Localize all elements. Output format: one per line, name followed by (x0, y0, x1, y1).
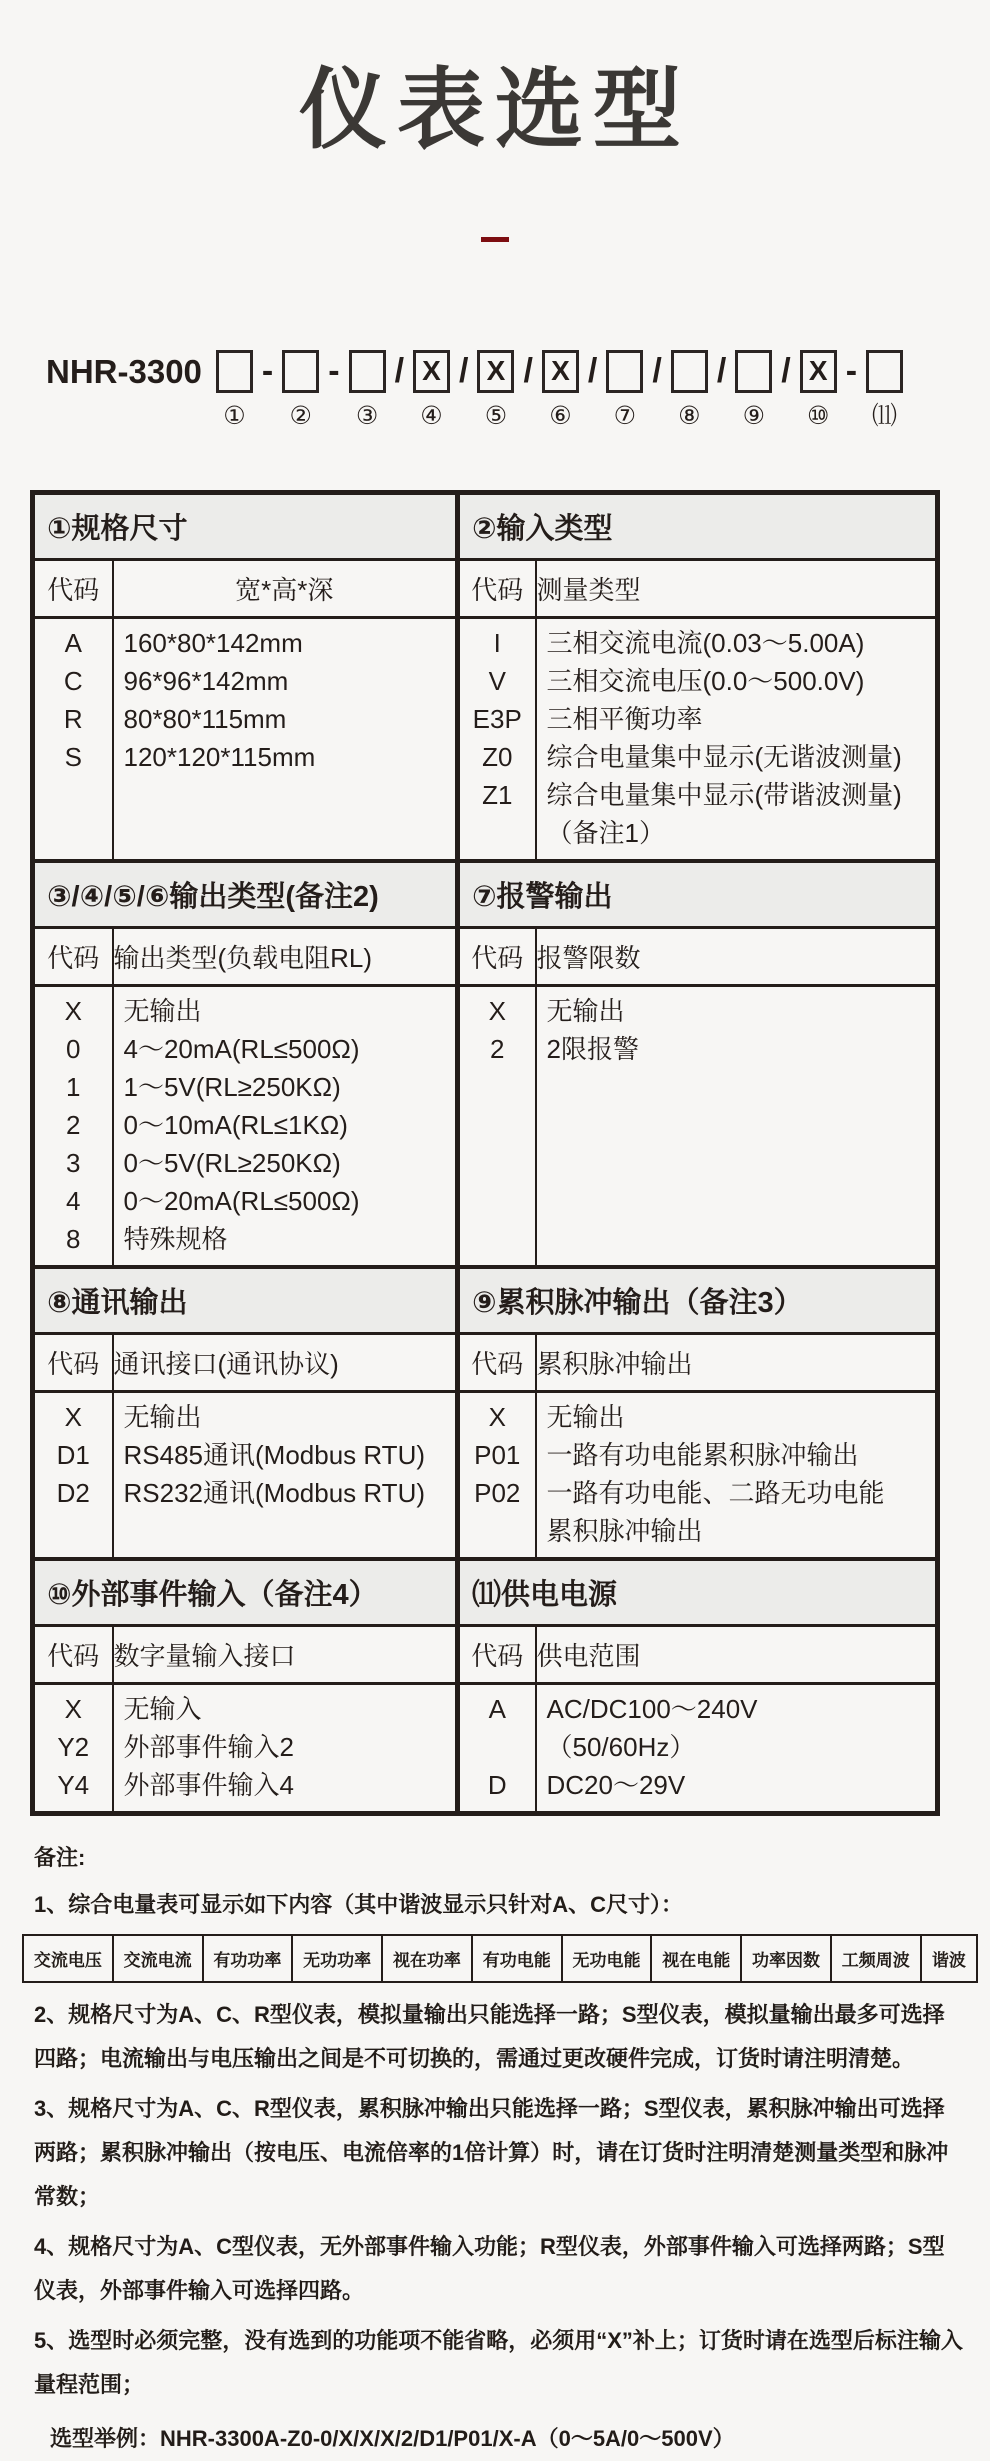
section2-header-row (33, 861, 938, 928)
spec-size-codes (33, 617, 113, 861)
alarm-output-values (536, 985, 938, 1267)
power-supply-values (536, 1683, 938, 1813)
pulse-output-values (536, 1391, 938, 1559)
desc-cell: RS485通讯(Modbus RTU) (123, 1439, 426, 1470)
model-box-4: X (413, 350, 450, 393)
desc-cell: 4～20mA(RL≤500Ω) (123, 1033, 360, 1064)
model-box-11 (866, 350, 903, 393)
display-item-cell: 功率因数 (740, 1936, 830, 1981)
comm-output-codes (33, 1391, 113, 1559)
desc-cell: 2限报警 (546, 1033, 639, 1064)
code-cell: X (64, 995, 82, 1026)
section3-header-row (33, 1267, 938, 1334)
desc-cell: 160*80*142mm (123, 627, 303, 658)
model-slot-11 (866, 350, 903, 429)
model-slot-9 (735, 350, 772, 429)
display-item-cell: 交流电压 (33, 1950, 102, 1970)
desc-cell: 120*120*115mm (123, 741, 316, 772)
note-paragraph: 2、规格尺寸为A、C、R型仪表，模拟量输出只能选择一路；S型仪表，模拟量输出最多可选择四路；电流输出与电压输出之间是不可切换的，需通过更改硬件完成，订货时请注明清楚。 (34, 2001, 945, 2071)
model-separator-4: / (459, 351, 469, 390)
code-col-header: 代码 (33, 559, 113, 617)
model-separator-5: / (523, 351, 533, 390)
display-item-cell: 视在电能 (650, 1936, 740, 1981)
model-separator-8: / (716, 351, 727, 390)
note-paragraph: 3、规格尺寸为A、C、R型仪表，累积脉冲输出只能选择一路；S型仪表，累积脉冲输出可选择两路；累积脉冲输出（按电压、电流倍率的1倍计算）时，请在订货时注明清楚测量类型和脉冲常数； (34, 2095, 949, 2209)
section1-body-row (33, 617, 938, 861)
model-separator-10: - (845, 351, 858, 390)
desc-cell: 0～20mA(RL≤500Ω) (123, 1185, 360, 1216)
model-box-2 (282, 350, 319, 393)
title-divider-dash (481, 237, 509, 242)
code-cell: Z1 (482, 779, 513, 810)
external-event-values (113, 1683, 458, 1813)
code-cell: X (488, 1401, 506, 1432)
section-header-output-type: ③/④/⑤/⑥输出类型(备注2) (33, 861, 458, 928)
model-box-8 (671, 350, 708, 393)
desc-cell: AC/DC100～240V (546, 1693, 758, 1724)
desc-cell: 综合电量集中显示(无谐波测量) (546, 741, 902, 772)
digital-input-col-header: 数字量输入接口 (113, 1625, 458, 1683)
desc-cell: 一路有功电能、二路无功电能 (546, 1477, 885, 1508)
section4-header-row (33, 1559, 938, 1626)
circled-number-3: ③ (355, 401, 379, 430)
circled-number-2: ② (289, 401, 312, 430)
notes-label: 备注: (34, 1844, 86, 1870)
circled-number-7: ⑦ (613, 401, 637, 430)
section-header-power-supply: ⑾供电电源 (458, 1559, 938, 1626)
circled-number-11: ⑾ (872, 401, 898, 430)
code-cell (461, 1728, 534, 1766)
code-col-header: 代码 (33, 1333, 113, 1391)
code-cell: Z0 (482, 741, 513, 772)
model-box-3 (349, 350, 386, 393)
code-cell: A (488, 1693, 506, 1724)
comm-output-values (113, 1391, 458, 1559)
model-box-9 (735, 350, 772, 393)
dimension-col-header: 宽*高*深 (113, 559, 458, 617)
code-cell: D1 (56, 1439, 90, 1470)
code-col-header: 代码 (458, 559, 536, 617)
circled-number-9: ⑨ (742, 401, 765, 430)
section-header-alarm-output: ⑦报警输出 (458, 861, 938, 928)
display-item-cell: 交流电流 (112, 1936, 202, 1981)
section-header-input-type: ②输入类型 (458, 492, 938, 559)
code-cell: X (64, 1693, 82, 1724)
desc-cell: 三相交流电流(0.03～5.00A) (546, 627, 865, 658)
external-event-codes (33, 1683, 113, 1813)
section2-subheader-row (33, 927, 938, 985)
model-prefix-slot (46, 350, 216, 430)
display-item-cell: 无功功率 (291, 1936, 381, 1981)
circled-number-10: ⑩ (807, 401, 830, 430)
desc-cell: 一路有功电能累积脉冲输出 (546, 1439, 859, 1470)
comm-interface-col-header: 通讯接口(通讯协议) (113, 1333, 458, 1391)
model-box-7 (606, 350, 643, 393)
section1-header-row (33, 492, 938, 559)
note-paragraph: 5、选型时必须完整，没有选到的功能项不能省略，必须用“X”补上；订货时请在选型后标注输入量程范围； (34, 2327, 963, 2397)
desc-cell: （50/60Hz） (546, 1731, 696, 1762)
desc-cell: （备注1） (546, 817, 665, 848)
code-cell: 2 (490, 1033, 505, 1064)
display-item-cell: 有功电能 (471, 1936, 561, 1981)
power-supply-codes (458, 1683, 536, 1813)
model-prefix: NHR-3300 (46, 352, 202, 390)
code-cell: D2 (56, 1477, 90, 1508)
code-col-header: 代码 (458, 1625, 536, 1683)
alarm-limit-col-header: 报警限数 (536, 927, 938, 985)
display-item-cell: 有功功率 (202, 1936, 292, 1981)
selection-table (30, 490, 940, 1816)
code-col-header: 代码 (458, 927, 536, 985)
desc-cell: 无输出 (546, 995, 625, 1026)
notes-paragraphs (34, 1993, 966, 2407)
desc-cell: 综合电量集中显示(带谐波测量) (546, 779, 902, 810)
model-separator-1: - (261, 351, 274, 390)
output-type-values (113, 985, 458, 1267)
output-type-codes (33, 985, 113, 1267)
desc-cell: 无输出 (123, 1401, 202, 1432)
desc-cell: 累积脉冲输出 (546, 1515, 703, 1546)
display-item-cell: 工频周波 (830, 1936, 920, 1981)
display-item-cell: 无功电能 (561, 1936, 651, 1981)
note-paragraph: 4、规格尺寸为A、C型仪表，无外部事件输入功能；R型仪表，外部事件输入可选择两路；S型仪表，外部事件输入可选择四路。 (34, 2233, 945, 2303)
desc-cell: 外部事件输入4 (123, 1769, 294, 1800)
notes-section (34, 1842, 966, 2461)
spec-size-values (113, 617, 458, 861)
model-box-5: X (477, 350, 514, 393)
circled-number-5: ⑤ (484, 401, 508, 430)
code-col-header: 代码 (33, 1625, 113, 1683)
code-cell: R (63, 703, 83, 734)
code-cell: X (64, 1401, 82, 1432)
model-slot-7 (606, 350, 643, 429)
desc-cell: 三相交流电压(0.0～500.0V) (546, 665, 865, 696)
section4-body-row (33, 1683, 938, 1813)
desc-cell: 0～5V(RL≥250KΩ) (123, 1147, 341, 1178)
output-type-col-header: 输出类型(负载电阻RL) (113, 927, 458, 985)
section3-subheader-row (33, 1333, 938, 1391)
input-type-codes (458, 617, 536, 861)
code-cell: 8 (66, 1223, 81, 1254)
model-separator-6: / (587, 351, 598, 390)
model-slot-10 (800, 350, 837, 429)
desc-cell: DC20～29V (546, 1769, 686, 1800)
desc-cell: 0～10mA(RL≤1KΩ) (123, 1109, 348, 1140)
code-cell: V (488, 665, 506, 696)
section-header-comm-output: ⑧通讯输出 (33, 1267, 458, 1334)
model-code-line (46, 350, 990, 430)
display-item-cell: 谐波 (920, 1936, 976, 1981)
model-separator-3: / (394, 351, 405, 390)
code-cell: A (64, 627, 82, 658)
code-cell: C (63, 665, 83, 696)
measure-type-col-header: 测量类型 (536, 559, 938, 617)
code-cell: E3P (472, 703, 522, 734)
code-col-header: 代码 (33, 927, 113, 985)
code-cell: 1 (66, 1071, 81, 1102)
circled-number-6: ⑥ (549, 401, 572, 430)
model-slot-1 (216, 350, 253, 429)
circled-number-4: ④ (420, 401, 443, 430)
desc-cell: 无输入 (123, 1693, 202, 1724)
pulse-output-col-header: 累积脉冲输出 (536, 1333, 938, 1391)
desc-cell: 1～5V(RL≥250KΩ) (123, 1071, 341, 1102)
model-slot-6 (542, 350, 579, 429)
model-slot-3 (349, 350, 386, 429)
display-items-table (22, 1934, 978, 1983)
code-cell: 2 (66, 1109, 81, 1140)
code-cell: P02 (474, 1477, 521, 1508)
code-cell: S (64, 741, 82, 772)
code-cell: Y4 (57, 1769, 90, 1800)
section4-subheader-row (33, 1625, 938, 1683)
model-slot-8 (671, 350, 708, 429)
desc-cell: 无输出 (123, 995, 202, 1026)
page-title: 仪表选型 (298, 60, 691, 159)
desc-cell: 外部事件输入2 (123, 1731, 294, 1762)
section-header-spec-size: ①规格尺寸 (33, 492, 458, 559)
model-separator-7: / (652, 351, 662, 390)
code-cell: P01 (474, 1439, 521, 1470)
display-item-cell: 视在功率 (381, 1936, 471, 1981)
code-cell: D (487, 1769, 507, 1800)
section3-body-row (33, 1391, 938, 1559)
model-slot-4 (413, 350, 450, 429)
desc-cell: 96*96*142mm (123, 665, 289, 696)
model-separator-9: / (781, 351, 791, 390)
selection-example: 选型举例：NHR-3300A-Z0-0/X/X/X/2/D1/P01/X-A（0～5A/0～500V） (50, 2425, 735, 2451)
model-separator-2: - (328, 351, 340, 390)
note-1: 1、综合电量表可显示如下内容（其中谐波显示只针对A、C尺寸）： (34, 1891, 684, 1917)
circled-number-8: ⑧ (678, 401, 701, 430)
model-slot-2 (282, 350, 319, 429)
desc-cell: 80*80*115mm (123, 703, 287, 734)
pulse-output-codes (458, 1391, 536, 1559)
code-cell: Y2 (57, 1731, 90, 1762)
code-cell: X (488, 995, 506, 1026)
code-cell: 0 (66, 1033, 81, 1064)
alarm-output-codes (458, 985, 536, 1267)
section-header-pulse-output: ⑨累积脉冲输出（备注3） (458, 1267, 938, 1334)
section1-subheader-row (33, 559, 938, 617)
input-type-values (536, 617, 938, 861)
desc-cell: 三相平衡功率 (546, 703, 703, 734)
model-slot-5 (477, 350, 514, 429)
circled-number-1: ① (223, 401, 246, 430)
code-cell: I (493, 627, 501, 658)
model-box-10: X (800, 350, 837, 393)
model-box-6: X (542, 350, 579, 393)
desc-cell: 无输出 (546, 1401, 625, 1432)
model-prefix-spacer (127, 404, 134, 430)
code-cell: 3 (66, 1147, 81, 1178)
code-cell: 4 (66, 1185, 81, 1216)
model-box-1 (216, 350, 253, 393)
desc-cell: 特殊规格 (123, 1223, 228, 1254)
section-header-external-event: ⑩外部事件输入（备注4） (33, 1559, 458, 1626)
code-col-header: 代码 (458, 1333, 536, 1391)
section2-body-row (33, 985, 938, 1267)
power-range-col-header: 供电范围 (536, 1625, 938, 1683)
desc-cell: RS232通讯(Modbus RTU) (123, 1477, 426, 1508)
